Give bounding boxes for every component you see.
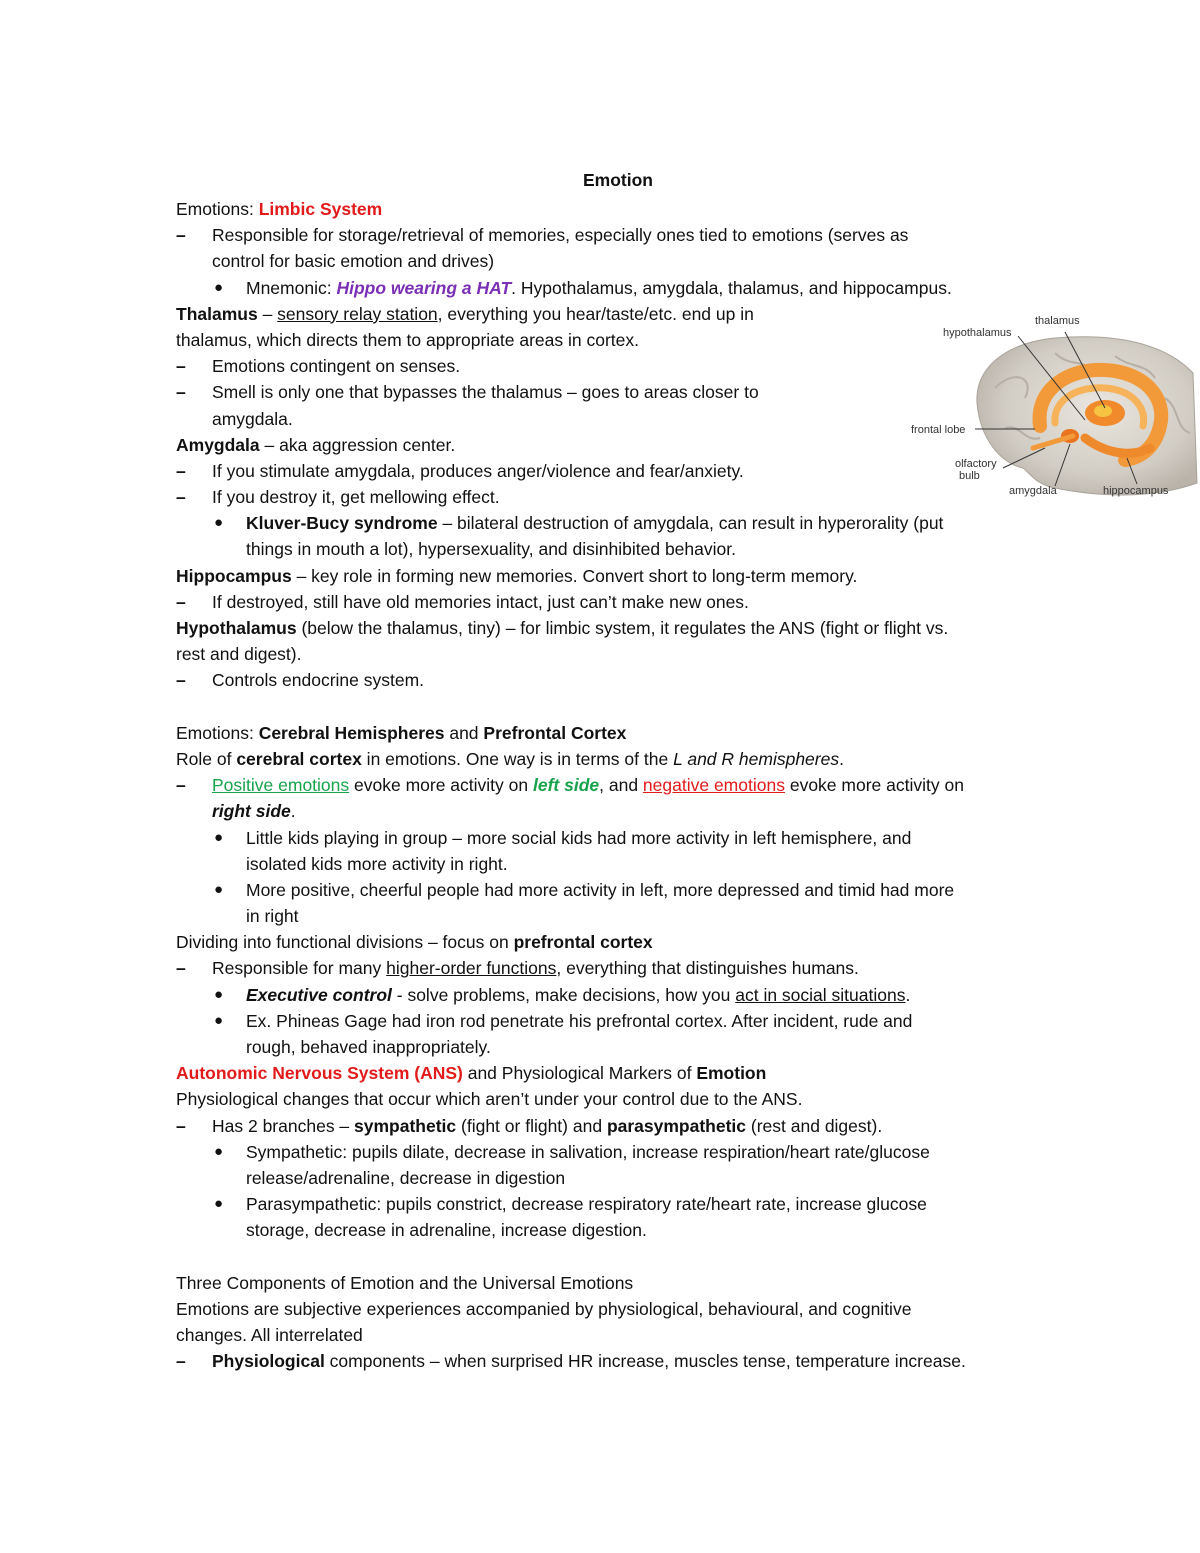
label-olfactory: olfactory: [955, 458, 997, 470]
text-line: rest and digest).: [176, 644, 302, 665]
list-subitem-continuation: release/adrenaline, decrease in digestion: [246, 1167, 566, 1188]
heading-highlight: Limbic System: [258, 199, 383, 219]
text-line: Dividing into functional divisions – focus on prefrontal cortex: [176, 932, 653, 953]
label-amygdala: amygdala: [1009, 485, 1057, 497]
dash-marker: –: [176, 225, 186, 246]
mnemonic: Hippo wearing a HAT: [336, 277, 512, 298]
list-subitem-continuation: storage, decrease in adrenaline, increase digestion.: [246, 1220, 647, 1241]
term: Hippocampus: [176, 565, 292, 586]
dash-marker: –: [176, 591, 186, 612]
term-line: Hypothalamus (below the thalamus, tiny) – for limbic system, it regulates the ANS (fight or flight vs.: [176, 618, 949, 638]
bullet-marker: ●: [214, 880, 224, 898]
label-frontal-lobe: frontal lobe: [911, 424, 966, 436]
term-line: Amygdala – aka aggression center.: [176, 434, 456, 455]
section-heading-ans: Autonomic Nervous System (ANS) and Physiological Markers of Emotion: [176, 1063, 767, 1084]
list-item: – Physiological components – when surprised HR increase, muscles tense, temperature increase.: [176, 1348, 1076, 1374]
list-item-continuation: control for basic emotion and drives): [212, 251, 495, 272]
list-item: – Controls endocrine system.: [176, 667, 1076, 693]
list-item: – Emotions contingent on senses.: [176, 353, 1076, 379]
positive-emotions: Positive emotions: [212, 775, 350, 796]
list-item: – If you destroy it, get mellowing effect.: [176, 484, 1076, 510]
term: Amygdala: [176, 434, 260, 455]
dash-marker: –: [176, 460, 186, 481]
list-item: – Positive emotions evoke more activity on left side, and negative emotions evoke more activity on: [176, 772, 1076, 798]
bullet-marker: ●: [214, 1142, 224, 1160]
list-item-continuation: right side.: [212, 801, 296, 822]
limbic-system-figure: [905, 308, 1200, 506]
list-item: – Smell is only one that bypasses the thalamus – goes to areas closer to: [176, 379, 1076, 405]
term: Kluver-Bucy syndrome: [246, 513, 438, 534]
section-heading-limbic: Emotions: Limbic System: [176, 199, 383, 219]
text-line: thalamus, which directs them to appropriate areas in cortex.: [176, 329, 639, 350]
term-line: Hippocampus – key role in forming new memories. Convert short to long-term memory.: [176, 565, 858, 586]
bullet-marker: ●: [214, 985, 224, 1003]
list-subitem: ● Ex. Phineas Gage had iron rod penetrate his prefrontal cortex. After incident, rude and: [176, 1008, 1076, 1034]
list-subitem: ● Executive control - solve problems, make decisions, how you act in social situations.: [176, 982, 1076, 1008]
dash-marker: –: [176, 958, 186, 979]
section-heading-hemispheres: Emotions: Cerebral Hemispheres and Prefrontal Cortex: [176, 722, 627, 743]
dash-marker: –: [176, 1351, 186, 1372]
negative-emotions: negative emotions: [642, 775, 785, 796]
bullet-marker: ●: [214, 514, 224, 532]
list-subitem-continuation: rough, behaved inappropriately.: [246, 1037, 491, 1057]
bullet-marker: ●: [214, 1195, 224, 1213]
list-item: – If you stimulate amygdala, produces anger/violence and fear/anxiety.: [176, 458, 1076, 484]
list-subitem: ● Kluver-Bucy syndrome – bilateral destruction of amygdala, can result in hyperorality (put: [176, 510, 1076, 536]
text-line: Physiological changes that occur which aren’t under your control due to the ANS.: [176, 1089, 803, 1110]
spacer: [176, 694, 1076, 720]
list-item: – Has 2 branches – sympathetic (fight or flight) and parasympathetic (rest and digest).: [176, 1113, 1076, 1139]
list-subitem-continuation: isolated kids more activity in right.: [246, 853, 508, 874]
dash-marker: –: [176, 356, 186, 377]
dash-marker: –: [176, 487, 186, 508]
text-line: changes. All interrelated: [176, 1325, 363, 1346]
dash-marker: –: [176, 382, 186, 403]
list-item: – Responsible for storage/retrieval of memories, especially ones tied to emotions (serves as: [176, 222, 1076, 248]
term: Thalamus: [176, 303, 258, 324]
section-heading-components: Three Components of Emotion and the Universal Emotions: [176, 1272, 634, 1293]
term-line: Thalamus – sensory relay station, everything you hear/taste/etc. end up in: [176, 303, 754, 324]
label-hypothalamus: hypothalamus: [943, 327, 1012, 339]
bullet-marker: ●: [214, 828, 224, 846]
list-subitem: ● Sympathetic: pupils dilate, decrease in salivation, increase respiration/heart rate/glucose: [176, 1139, 1076, 1165]
list-subitem: ● Parasympathetic: pupils constrict, decrease respiratory rate/heart rate, increase glucose: [176, 1191, 1076, 1217]
dash-marker: –: [176, 775, 186, 796]
list-subitem: ● More positive, cheerful people had more activity in left, more depressed and timid had more: [176, 877, 1076, 903]
label-bulb: bulb: [959, 470, 980, 482]
list-subitem-continuation: in right: [246, 906, 299, 927]
text-line: Emotions are subjective experiences accompanied by physiological, behavioural, and cognitive: [176, 1298, 912, 1319]
bullet-marker: ●: [214, 1011, 224, 1029]
label-thalamus: thalamus: [1035, 315, 1080, 327]
text-line: Role of cerebral cortex in emotions. One way is in terms of the L and R hemispheres.: [176, 748, 844, 769]
bullet-marker: ●: [214, 278, 224, 296]
list-subitem-continuation: things in mouth a lot), hypersexuality, and disinhibited behavior.: [246, 539, 736, 560]
spacer: [176, 1244, 1076, 1270]
dash-marker: –: [176, 1115, 186, 1136]
list-subitem: ● Mnemonic: Hippo wearing a HAT. Hypothalamus, amygdala, thalamus, and hippocampus.: [176, 275, 1076, 301]
list-item-continuation: amygdala.: [212, 408, 293, 429]
list-subitem: ● Little kids playing in group – more social kids had more activity in left hemisphere, and: [176, 825, 1076, 851]
page-title: Emotion: [583, 170, 653, 190]
list-item: – If destroyed, still have old memories intact, just can’t make new ones.: [176, 589, 1076, 615]
term: Hypothalamus: [176, 618, 297, 638]
dash-marker: –: [176, 670, 186, 691]
label-hippocampus: hippocampus: [1103, 485, 1169, 497]
list-item: – Responsible for many higher-order functions, everything that distinguishes humans.: [176, 955, 1076, 981]
